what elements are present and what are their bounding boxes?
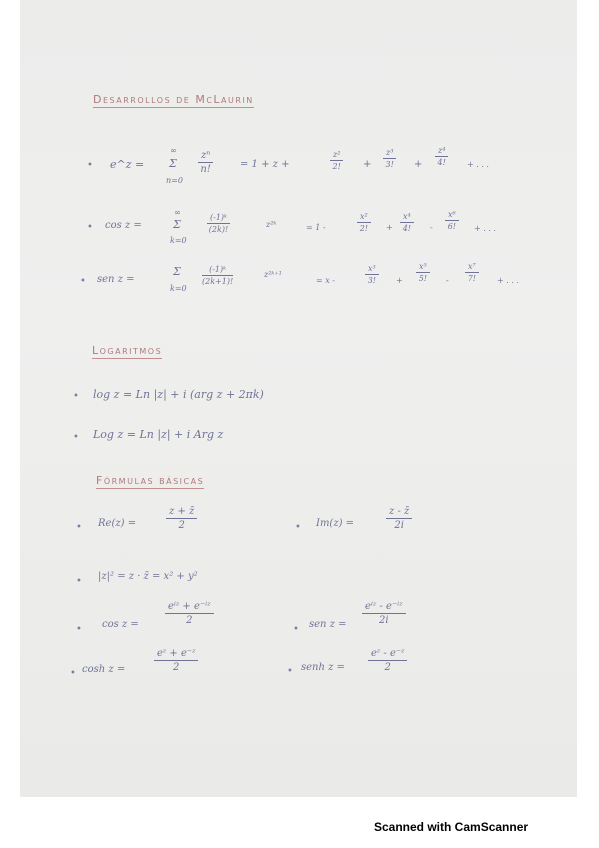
sum-bottom: k=0 (170, 236, 187, 245)
re-fraction (166, 506, 197, 531)
bullet: • (76, 576, 82, 587)
sen-exp-lhs: sen z = (309, 619, 347, 630)
sum-bottom: n=0 (166, 176, 183, 185)
minus-sign: - (430, 223, 433, 232)
bullet: • (287, 666, 293, 677)
exp-term-2 (383, 148, 396, 169)
bullet: • (295, 522, 301, 533)
sen-lhs: sen z = (97, 274, 135, 285)
fraction-numerator: z² (330, 150, 343, 161)
fraction-numerator: eⁱᶻ - e⁻ⁱᶻ (362, 601, 406, 614)
sum-bottom: k=0 (170, 284, 187, 293)
senh-lhs: senh z = (301, 662, 345, 673)
fraction-denominator: 3! (385, 160, 394, 169)
sen-term-3 (465, 262, 479, 283)
fraction-numerator: x⁶ (445, 210, 459, 221)
cosh-fraction (154, 648, 198, 673)
scanner-watermark: Scanned with CamScanner (374, 820, 529, 834)
fraction-numerator: eⁱᶻ + e⁻ⁱᶻ (165, 601, 214, 614)
bullet: • (76, 522, 82, 533)
fraction-denominator: 6! (447, 222, 457, 231)
fraction-denominator: 7! (467, 274, 477, 283)
cos-general-term (207, 213, 230, 234)
fraction-numerator: z³ (383, 148, 396, 159)
fraction-numerator: x³ (365, 264, 379, 275)
plus-sign: + (363, 159, 372, 170)
bullet: • (73, 432, 79, 443)
re-lhs: Re(z) = (98, 518, 137, 529)
sen-exp-fraction (362, 601, 406, 626)
fraction-denominator: 3! (367, 276, 377, 285)
fraction-denominator: 4! (402, 224, 412, 233)
fraction-denominator: 2 (173, 662, 180, 673)
sen-power: z²ᵏ⁺¹ (264, 270, 282, 279)
sen-expansion: = x - (316, 276, 336, 285)
exp-term-3 (435, 146, 448, 167)
bullet: • (80, 276, 86, 287)
sum-top: ∞ (174, 208, 181, 217)
ellipsis: + . . . (497, 276, 519, 285)
exp-expansion: = 1 + z + (240, 159, 290, 170)
sum-sign: Σ (173, 218, 181, 231)
cosh-lhs: cosh z = (82, 664, 126, 675)
fraction-denominator: 2! (332, 162, 341, 171)
fraction-denominator: 2 (186, 615, 193, 626)
bullet: • (73, 391, 79, 402)
fraction-denominator: 4! (437, 158, 446, 167)
bullet: • (293, 624, 299, 635)
cos-exp-fraction (165, 601, 214, 626)
fraction-denominator: (2k+1)! (202, 277, 234, 286)
exp-general-term (198, 150, 213, 175)
fraction-denominator: n! (200, 164, 211, 175)
heading-logarithms: Logaritmos (92, 344, 163, 357)
log-formula: log z = Ln |z| + i (arg z + 2πk) (93, 388, 264, 401)
fraction-denominator: 2i (394, 520, 404, 531)
plus-sign: + (396, 276, 403, 285)
fraction-numerator: (-1)ᵏ (207, 213, 230, 224)
fraction-numerator: eᶻ - e⁻ᶻ (368, 648, 407, 661)
cos-term-3 (445, 210, 459, 231)
exp-lhs: e^z = (110, 158, 145, 171)
bullet: • (70, 668, 76, 679)
fraction-numerator: z - z̄ (386, 506, 412, 519)
fraction-numerator: x⁵ (416, 262, 430, 273)
fraction-denominator: 2i (378, 615, 389, 626)
sum-sign: Σ (173, 265, 181, 278)
fraction-numerator: (-1)ᵏ (202, 265, 233, 276)
cos-term-2 (400, 212, 414, 233)
cos-term-1 (357, 212, 371, 233)
bullet: • (87, 160, 93, 171)
sum-sign: Σ (169, 157, 177, 170)
fraction-denominator: 2 (178, 520, 185, 531)
cos-exp-lhs: cos z = (102, 619, 139, 630)
im-fraction (386, 506, 412, 531)
fraction-denominator: (2k)! (208, 225, 229, 234)
senh-fraction (368, 648, 407, 673)
bullet: • (76, 624, 82, 635)
fraction-numerator: z + z̄ (166, 506, 197, 519)
Log-formula: Log z = Ln |z| + i Arg z (93, 428, 224, 441)
fraction-numerator: x⁴ (400, 212, 414, 223)
cos-power: z²ᵏ (266, 220, 277, 229)
heading-mclaurin: Desarrollos de McLaurin (93, 93, 254, 106)
cos-expansion: = 1 - (306, 223, 326, 232)
fraction-denominator: 5! (418, 274, 428, 283)
fraction-numerator: x⁷ (465, 262, 479, 273)
fraction-denominator: 2 (384, 662, 391, 673)
sen-general-term (202, 265, 233, 286)
heading-basic-formulas: Fórmulas básicas (96, 474, 205, 487)
fraction-numerator: x² (357, 212, 371, 223)
modulus-formula: |z|² = z · z̄ = x² + y² (98, 571, 198, 582)
ellipsis: + . . . (474, 224, 496, 233)
exp-term-1 (330, 150, 343, 171)
fraction-numerator: eᶻ + e⁻ᶻ (154, 648, 198, 661)
plus-sign: + (414, 159, 423, 170)
plus-sign: + (386, 223, 393, 232)
fraction-numerator: z⁴ (435, 146, 448, 157)
sen-term-2 (416, 262, 430, 283)
fraction-numerator: zⁿ (198, 150, 213, 163)
sen-term-1 (365, 264, 379, 285)
ellipsis: + . . . (467, 160, 489, 169)
fraction-denominator: 2! (359, 224, 369, 233)
im-lhs: Im(z) = (316, 518, 355, 529)
cos-lhs: cos z = (105, 220, 142, 231)
sum-top: ∞ (170, 146, 177, 155)
bullet: • (87, 222, 93, 233)
minus-sign: - (446, 276, 449, 285)
